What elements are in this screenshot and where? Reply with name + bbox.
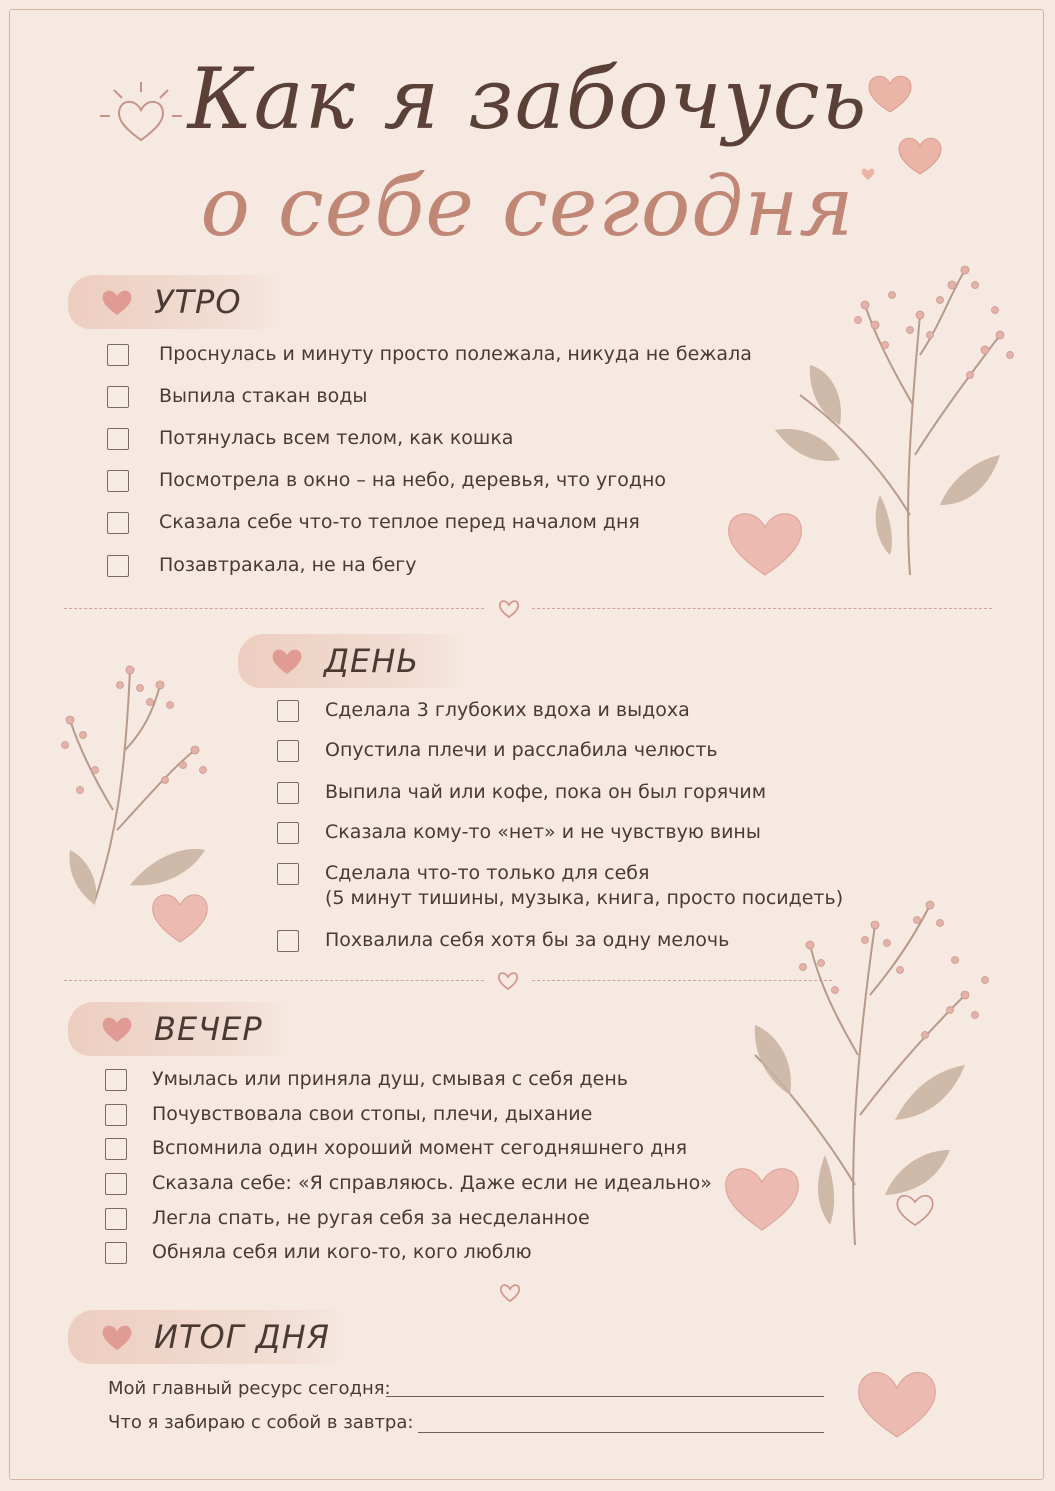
checkbox[interactable] <box>105 1104 127 1126</box>
resource-write-line[interactable] <box>386 1396 824 1397</box>
section-title: ВЕЧЕР <box>154 1010 263 1048</box>
checkbox[interactable] <box>105 1138 127 1160</box>
section-header-evening <box>68 1002 290 1056</box>
checkbox[interactable] <box>107 512 129 534</box>
checklist-item[interactable]: Легла спать, не ругая себя за несделанное <box>105 1208 590 1231</box>
checklist-item[interactable]: Почувствовала свои стопы, плечи, дыхание <box>105 1104 592 1127</box>
heart-icon <box>850 1352 945 1442</box>
checkbox[interactable] <box>105 1069 127 1091</box>
heart-icon <box>100 1014 134 1044</box>
section-title: УТРО <box>154 283 242 321</box>
flower-branch <box>725 885 1015 1255</box>
heart-icon <box>100 287 134 317</box>
heart-icon <box>499 1282 521 1304</box>
checklist-item[interactable]: Сказала кому-то «нет» и не чувствую вины <box>277 822 761 845</box>
flower-branch <box>770 255 1030 585</box>
checkbox[interactable] <box>277 782 299 804</box>
checklist-item[interactable]: Выпила стакан воды <box>107 386 367 409</box>
section-header-day <box>238 634 468 688</box>
tomorrow-write-line[interactable] <box>418 1432 824 1433</box>
checkbox[interactable] <box>107 555 129 577</box>
checklist-item[interactable]: Вспомнила один хороший момент сегодняшнего дня <box>105 1138 687 1161</box>
heart-icon <box>270 646 304 676</box>
sparkle-heart-icon <box>96 78 186 158</box>
checklist-item[interactable]: Потянулась всем телом, как кошка <box>107 428 513 451</box>
checklist-item[interactable]: Выпила чай или кофе, пока он был горячим <box>277 782 766 805</box>
checkbox[interactable] <box>277 930 299 952</box>
checkbox[interactable] <box>107 428 129 450</box>
heart-icon <box>100 1322 134 1352</box>
section-divider <box>64 608 484 611</box>
checkbox[interactable] <box>107 470 129 492</box>
checklist-item[interactable]: Позавтракала, не на бегу <box>107 555 417 578</box>
checkbox[interactable] <box>105 1173 127 1195</box>
section-header-morning <box>68 275 283 329</box>
checkbox[interactable] <box>277 740 299 762</box>
checklist-item[interactable]: Похвалила себя хотя бы за одну мелочь <box>277 930 729 953</box>
checkbox[interactable] <box>277 863 299 885</box>
checklist-item[interactable]: Проснулась и минуту просто полежала, никуда не бежала <box>107 344 752 367</box>
checkbox[interactable] <box>277 700 299 722</box>
checklist-item[interactable]: Посмотрела в окно – на небо, деревья, что угодно <box>107 470 666 493</box>
heart-icon <box>497 970 519 992</box>
checklist-item[interactable]: Сказала себе: «Я справляюсь. Даже если не идеально» <box>105 1173 712 1196</box>
checkbox[interactable] <box>107 344 129 366</box>
flower-branch <box>55 660 225 950</box>
heart-icon <box>498 598 520 620</box>
checklist-item[interactable]: Обняла себя или кого-то, кого люблю <box>105 1242 532 1265</box>
checkbox[interactable] <box>105 1242 127 1264</box>
checkbox[interactable] <box>107 386 129 408</box>
checkbox[interactable] <box>105 1208 127 1230</box>
checklist-item[interactable]: Сделала 3 глубоких вдоха и выдоха <box>277 700 690 723</box>
summary-prompt-tomorrow: Что я забираю с собой в завтра: <box>108 1412 414 1433</box>
section-divider <box>532 608 992 611</box>
page-title: Как я забочусь <box>187 50 868 148</box>
checklist-item[interactable]: Умылась или приняла душ, смывая с себя день <box>105 1069 628 1092</box>
section-title: ИТОГ ДНЯ <box>154 1318 330 1356</box>
heart-icon <box>860 62 960 192</box>
checklist-item[interactable]: Опустила плечи и расслабила челюсть <box>277 740 718 763</box>
section-divider <box>64 980 484 983</box>
checklist-item[interactable]: Сказала себе что-то теплое перед началом дня <box>107 512 640 535</box>
summary-prompt-resource: Мой главный ресурс сегодня: <box>108 1378 391 1399</box>
item-note: (5 минут тишины, музыка, книга, просто посидеть) <box>325 887 844 909</box>
checkbox[interactable] <box>277 822 299 844</box>
page-subtitle: о себе сегодня <box>200 160 855 255</box>
section-header-summary <box>68 1310 348 1364</box>
checklist-item[interactable]: Сделала что-то только для себя (5 минут тишины, музыка, книга, просто посидеть) <box>277 863 843 911</box>
section-title: ДЕНЬ <box>324 642 420 680</box>
